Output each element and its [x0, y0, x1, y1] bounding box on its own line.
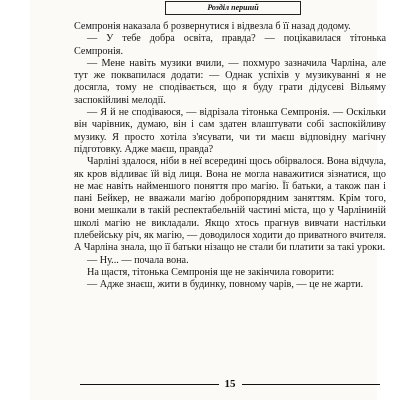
running-head-box — [165, 1, 301, 15]
paragraph: На щастя, тітонька Семпронія ще не закінчила говорити: — [87, 266, 335, 278]
paragraph: — Адже знаєш, жити в будинку, повному чарів, — це не жарти. — [87, 279, 364, 291]
body-text — [74, 21, 386, 292]
page-number: 15 — [224, 378, 236, 390]
book-page — [30, 0, 386, 400]
footer-rule-left — [80, 384, 219, 385]
paragraph: — У тебе добра освіта, правда? — поцікавилася тітонька Семпронія. — [74, 33, 386, 57]
paragraph: — Мене навіть музики вчили, — похмуро зазначила Чарліна, але тут же поквапилася додати: — Однак успіхів у музикуванні я не досягла, тому не сподівається, що я буду грати дідусеві Вільяму заспокійливі мелодії. — [74, 57, 386, 106]
running-head: Розділ перший — [207, 3, 259, 12]
paragraph: Семпронія наказала б розвернутися і відвезла б її назад додому. — [74, 21, 351, 32]
paragraph: Чарліні здалося, ніби в неї всередині щось обірвалося. Вона відчула, як кров відливає їй від лиця. Вона не могла наважитися зізнатися, що не має навіть найменшого поняття про магію. Її батьки, а також пан і пані Бейкер, не вважали магію добропорядним заняттям. Крім того, вони мешкали в такій респектабельній частині міста, що у Чарліниній школі магію не викладали. Якщо хтось прагнув вивчати настільки плебейську річ, як магію, — доводилося ходити до приватного вчителя. А Чарліна знала, що її батьки нізащо не стали би платити за такі уроки. — [74, 156, 386, 254]
page-footer — [74, 377, 386, 391]
paragraph: — Ну... — почала вона. — [87, 254, 189, 266]
paragraph: — Я й не сподіваюся, — відрізала тітонька Семпронія. — Оскільки він чарівник, думаю, він і сам здатен влаштувати собі заспокійливу музику. Я просто хотіла з'ясувати, чи ти маєш відповідну магічну підготовку. Адже маєш, правда? — [74, 107, 386, 155]
footer-rule-right — [242, 384, 381, 385]
